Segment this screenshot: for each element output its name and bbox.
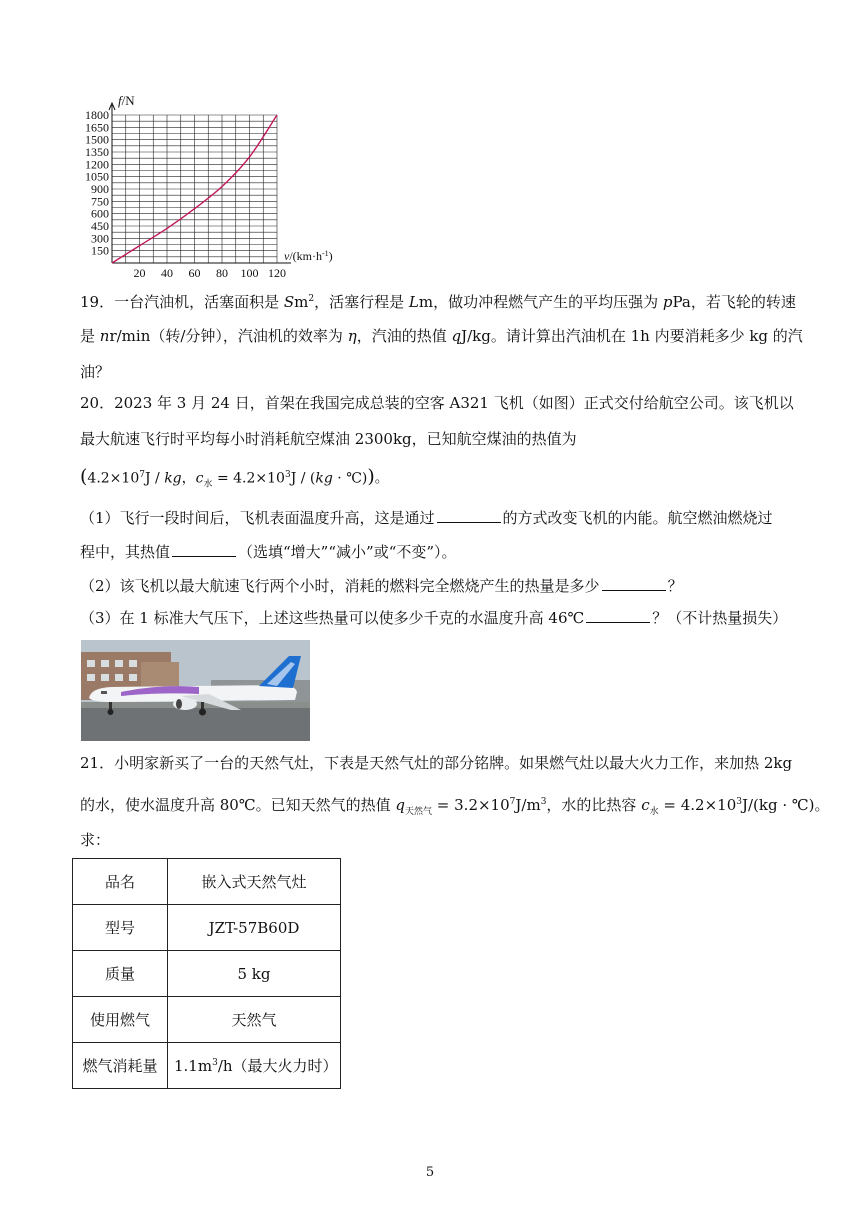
q20-part1-line-1: （1）飞行一段时间后，飞机表面温度升高，这是通过 的方式改变飞机的内能。航空燃油燃烧过 — [80, 509, 773, 527]
x-tick-label: 40 — [161, 266, 173, 280]
y-tick-label: 900 — [91, 182, 109, 196]
q20-blank-1 — [437, 508, 501, 523]
x-tick-label: 120 — [268, 266, 286, 280]
chart-y-label: f/N — [118, 93, 135, 108]
chart-grid — [112, 115, 277, 263]
force-speed-chart — [60, 88, 360, 280]
q20-blank-4 — [586, 608, 650, 623]
q21-line-3: 求： — [80, 831, 111, 849]
x-tick-label: 60 — [188, 266, 201, 280]
chart-y-ticks — [85, 108, 109, 258]
chart-x-ticks — [134, 266, 287, 280]
q21-line-2: 的水，使水温度升高 80℃。已知天然气的热值 $q_{天然气} = 3.2\times 10^7J/m^3$，水的比热容 $c_水 = 4.2\times 10^3J/(kg$ · ℃)。 — [80, 796, 830, 817]
q20-blank-2 — [172, 542, 236, 557]
q20-number: 20． — [80, 394, 115, 412]
table-value: $1.1m^3/h$（最大火力时） — [168, 1043, 341, 1089]
table-value: JZT-57B60D — [168, 905, 341, 951]
table-row — [73, 1043, 341, 1089]
y-tick-label: 1350 — [85, 145, 109, 159]
table-row — [73, 951, 341, 997]
airplane-photo — [81, 640, 310, 741]
q20-formula: ($4.2\times 10^7J$ / kg，$c_水 = 4.2\times 10^3J / (kg$ · ℃))。 — [80, 465, 389, 490]
q19-line-1: 19．一台汽油机，活塞面积是 Sm$^2$，活塞行程是 Lm，做功冲程燃气产生的平均压强为 pPa，若飞轮的转速 — [80, 293, 796, 311]
q21-line-1: 21．小明家新买了一台的天然气灶，下表是天然气灶的部分铭牌。如果燃气灶以最大火力工作，来加热 2kg — [80, 754, 793, 772]
y-tick-label: 750 — [91, 194, 109, 209]
y-tick-label: 450 — [91, 219, 109, 233]
table-key: 品名 — [73, 859, 168, 905]
q20-blank-3 — [602, 576, 666, 591]
q19-line-3: 油？ — [80, 363, 111, 381]
table-key: 使用燃气 — [73, 997, 168, 1043]
y-tick-label: 1500 — [85, 132, 109, 147]
q20-part2: （2）该飞机以最大航速飞行两个小时，消耗的燃料完全燃烧产生的热量是多少 ？ — [80, 577, 683, 595]
y-tick-label: 300 — [91, 231, 109, 246]
chart-x-label: $v/(km\cdot h^{-1})$ — [284, 249, 333, 263]
y-tick-label: 1800 — [85, 108, 109, 122]
q19-number: 19． — [80, 293, 115, 311]
y-tick-label: 1050 — [85, 169, 109, 184]
y-tick-label: 1650 — [85, 120, 109, 135]
y-tick-label: 150 — [91, 243, 109, 258]
table-value: 嵌入式天然气灶 — [168, 859, 341, 905]
table-value: 天然气 — [168, 997, 341, 1043]
q20-part3: （3）在 1 标准大气压下，上述这些热量可以使多少千克的水温度升高 46℃ ？（不计热量损失） — [80, 609, 788, 627]
table-key: 质量 — [73, 951, 168, 997]
x-tick-label: 100 — [240, 266, 259, 280]
table-row — [73, 859, 341, 905]
table-key: 燃气消耗量 — [73, 1043, 168, 1089]
y-tick-label: 1200 — [85, 157, 109, 172]
nameplate-table — [72, 858, 341, 1089]
table-row — [73, 997, 341, 1043]
table-key: 型号 — [73, 905, 168, 951]
x-tick-label: 20 — [133, 266, 146, 280]
q20-line-1: 20．2023 年 3 月 24 日，首架在我国完成总装的空客 A321 飞机（如图）正式交付给航空公司。该飞机以 — [80, 394, 794, 412]
y-tick-label: 600 — [91, 206, 109, 221]
q21-number: 21． — [80, 754, 115, 772]
q20-line-2: 最大航速飞行时平均每小时消耗航空煤油 2300kg，已知航空煤油的热值为 — [80, 430, 577, 448]
table-row — [73, 905, 341, 951]
page-number: 5 — [425, 1165, 435, 1180]
x-tick-label: 80 — [216, 266, 228, 280]
q20-part1-line-2: 程中，其热值 （选填“增大”“减小”或“不变”）。 — [80, 543, 457, 561]
q19-line-2: 是 nr/min（转/分钟），汽油机的效率为 η，汽油的热值 qJ/kg。请计算出汽油机在 1h 内要消耗多少 kg 的汽 — [80, 327, 803, 345]
table-value: 5 kg — [168, 951, 341, 997]
